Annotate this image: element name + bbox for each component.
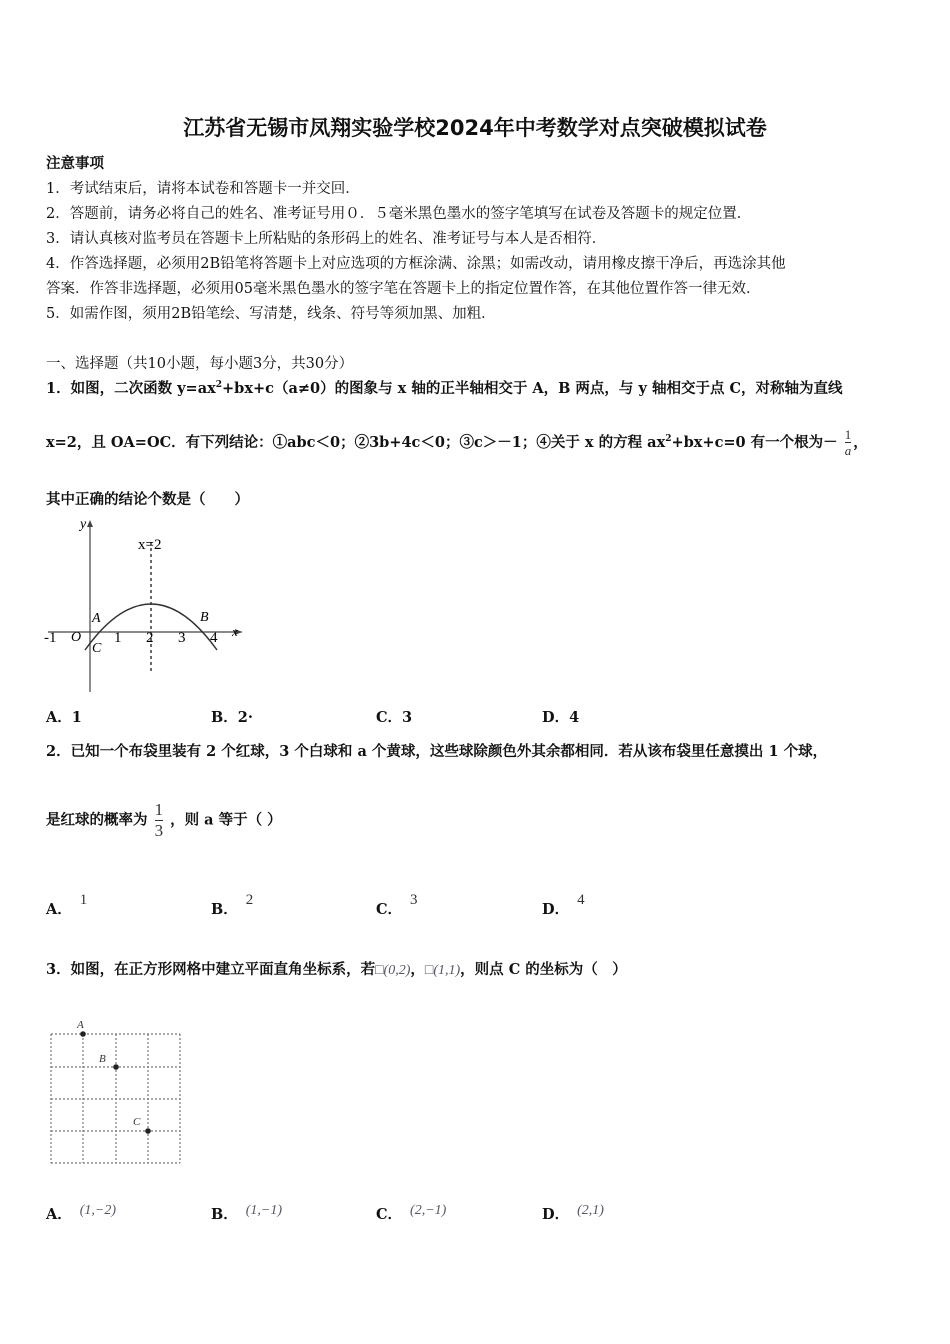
notice-item: 2．答题前，请务必将自己的姓名、准考证号用０．５毫米黑色墨水的签字笔填写在试卷及答题卡的规定位置． bbox=[46, 206, 752, 222]
coord-b: □(1,1) bbox=[424, 963, 461, 978]
question-1-line-3: 其中正确的结论个数是（ ） bbox=[46, 491, 249, 508]
notice-heading: 注意事项 bbox=[46, 155, 104, 172]
square-grid-figure bbox=[44, 1016, 189, 1171]
question-2-line-2: 是红球的概率为 $\frac{1}{3}$ ，则 a 等于（ ） bbox=[46, 800, 282, 840]
fraction-one-third: $\frac{1}{3}$ bbox=[154, 800, 164, 840]
point-a bbox=[80, 1031, 86, 1037]
tick-label: 4 bbox=[210, 630, 218, 646]
notice-item: 答案．作答非选择题，必须用05毫米黑色墨水的签字笔在答题卡上的指定位置作答，在其他位置作答一律无效． bbox=[46, 281, 761, 297]
q3-option-b[interactable]: B． (1,−1) bbox=[211, 1203, 283, 1223]
notice-item: 1．考试结束后，请将本试卷和答题卡一并交回． bbox=[46, 181, 360, 197]
y-axis-arrow bbox=[87, 520, 93, 527]
point-b-label: B bbox=[200, 610, 209, 625]
tick-label: 2 bbox=[146, 630, 154, 646]
q1-option-b[interactable]: B．2· bbox=[211, 709, 253, 726]
notice-item: 3．请认真核对监考员在答题卡上所粘贴的条形码上的姓名、准考证号与本人是否相符． bbox=[46, 231, 607, 247]
coord-a: □(0,2) bbox=[375, 963, 411, 978]
q2-option-a[interactable]: A．1 bbox=[46, 892, 88, 918]
q3-option-d[interactable]: D． (2,1) bbox=[542, 1203, 604, 1223]
parabola-graph bbox=[40, 512, 250, 697]
question-1-line-2: x=2，且 OA=OC．有下列结论：①abc＜0；②3b+4c＜0；③c＞－1；④关于 x 的方程 $ax^2+bx+c=0$ 有一个根为－ $\frac{1}{a}$ ， bbox=[46, 427, 868, 458]
tick-label: 1 bbox=[114, 630, 122, 646]
q1-option-d[interactable]: D．4 bbox=[542, 709, 580, 726]
notice-item: 4．作答选择题，必须用2B铅笔将答题卡上对应选项的方框涂满、涂黑；如需改动，请用橡皮擦干净后，再选涂其他 bbox=[46, 256, 786, 272]
question-2-line-1: 2．已知一个布袋里装有 2 个红球，3 个白球和 a 个黄球，这些球除颜色外其余都相同．若从该布袋里任意摸出 1 个球， bbox=[46, 743, 828, 760]
notice-item: 5．如需作图，须用2B铅笔绘、写清楚，线条、符号等须加黑、加粗． bbox=[46, 306, 496, 322]
question-3-text: 3．如图，在正方形网格中建立平面直角坐标系，若□(0,2)，□(1,1)，则点 C 的坐标为（ ） bbox=[46, 961, 627, 978]
tick-label: 3 bbox=[178, 630, 186, 646]
question-1-line-1: 1．如图，二次函数 $y=ax^2+bx+c(a\ne 0)$的图象与 x 轴的正半轴相交于 A，B 两点，与 y 轴相交于点 C，对称轴为直线 bbox=[46, 380, 843, 397]
point-a-label: A bbox=[92, 611, 101, 626]
q1-option-a[interactable]: A．1 bbox=[46, 709, 82, 726]
point-c bbox=[145, 1128, 151, 1134]
q1-option-c[interactable]: C．3 bbox=[376, 709, 413, 726]
page-title: 江苏省无锡市凤翔实验学校2024年中考数学对点突破模拟试卷 bbox=[183, 116, 767, 140]
point-c-label: C bbox=[92, 641, 102, 656]
q3-option-a[interactable]: A． (1,−2) bbox=[46, 1203, 117, 1223]
point-a-label: A bbox=[77, 1019, 84, 1031]
q2-option-c[interactable]: C．3 bbox=[376, 892, 418, 918]
q2-option-d[interactable]: D．4 bbox=[542, 892, 585, 918]
symmetry-axis-label: x=2 bbox=[138, 537, 162, 553]
grid-lines bbox=[51, 1034, 180, 1163]
point-b-label: B bbox=[99, 1053, 106, 1065]
section-heading: 一、选择题（共10小题，每小题3分，共30分） bbox=[46, 356, 354, 372]
origin-label: O bbox=[71, 630, 82, 645]
point-c-label: C bbox=[133, 1116, 141, 1128]
tick-label: -1 bbox=[44, 630, 57, 646]
x-axis-label: x bbox=[232, 624, 238, 639]
q2-option-b[interactable]: B．2 bbox=[211, 892, 254, 918]
fraction-one-over-a: $\frac{1}{a}$ bbox=[844, 427, 852, 458]
y-axis-label: y bbox=[80, 517, 87, 532]
point-b bbox=[113, 1064, 119, 1070]
q3-option-c[interactable]: C． (2,−1) bbox=[376, 1203, 447, 1223]
